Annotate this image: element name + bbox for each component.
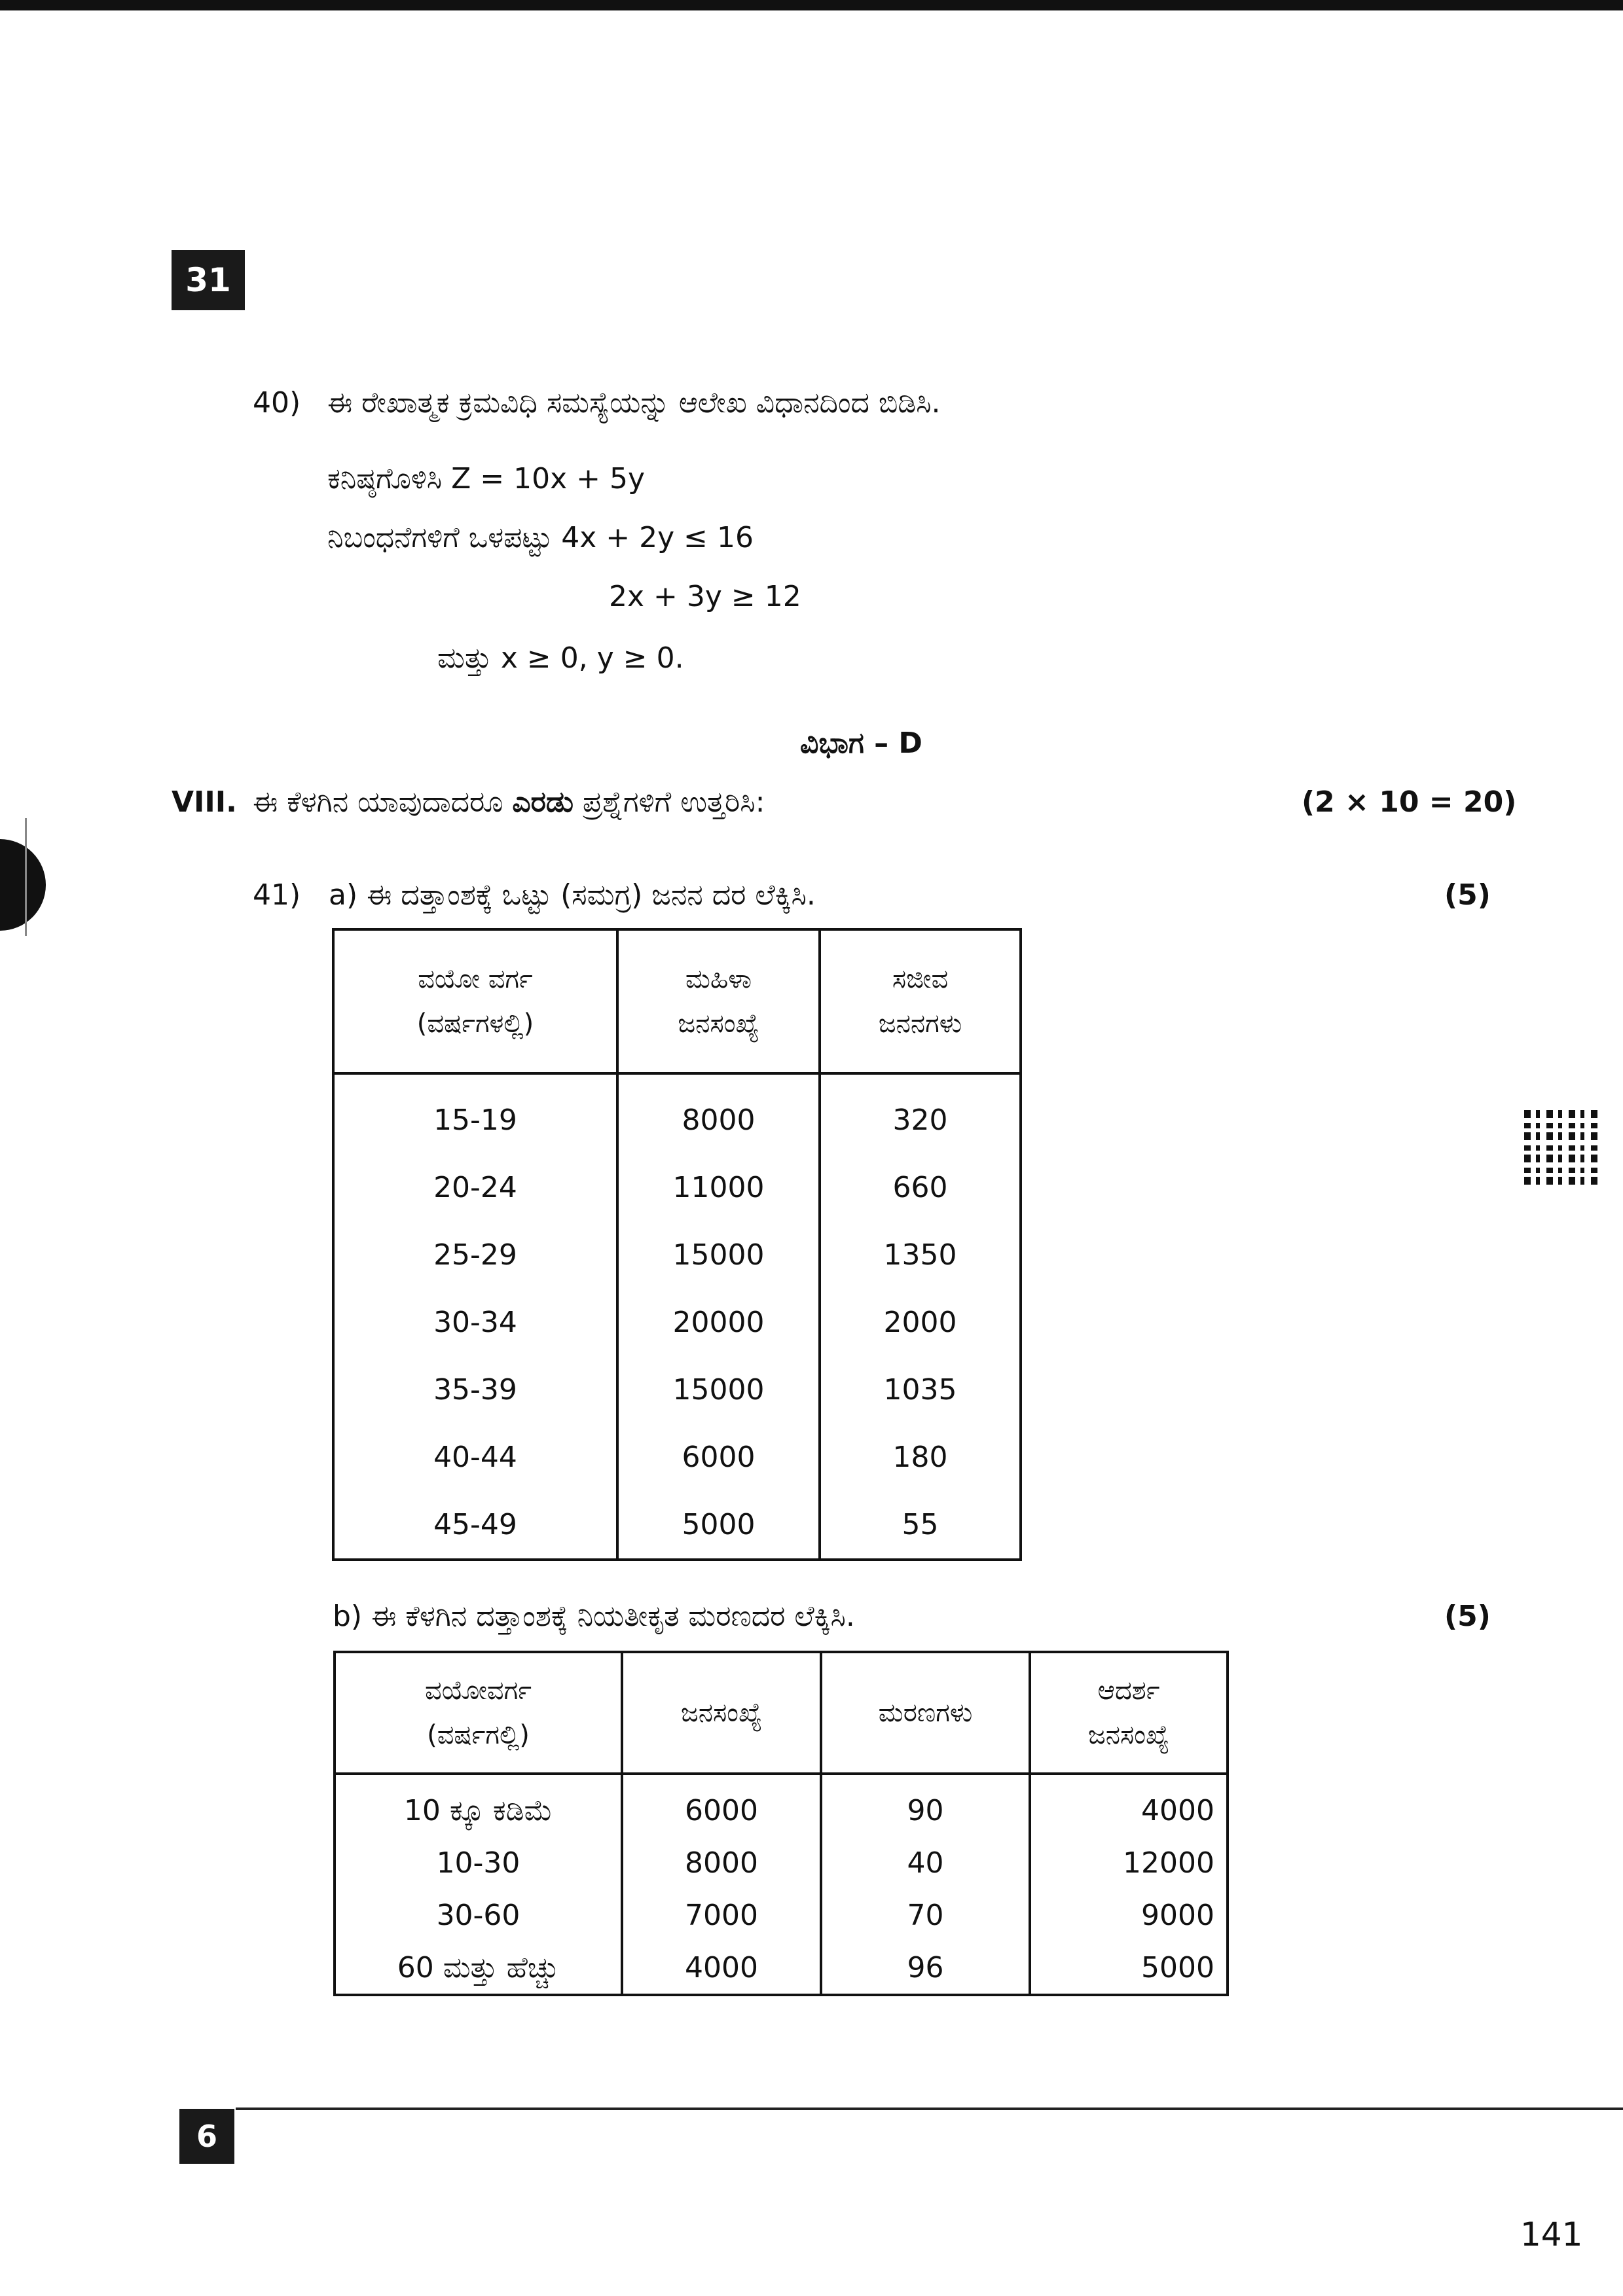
table-row: 10-30 8000 40 12000 — [335, 1837, 1228, 1889]
margin-line — [25, 818, 27, 936]
table-row: 35-39 15000 1035 — [333, 1356, 1021, 1424]
section-number-badge: 31 — [172, 250, 245, 310]
table-row: 60 ಮತ್ತು ಹೆಚ್ಚು 4000 96 5000 — [335, 1941, 1228, 1995]
footer-rule — [236, 2108, 1623, 2110]
table-row: 40-44 6000 180 — [333, 1424, 1021, 1491]
table-row: 15-19 8000 320 — [333, 1073, 1021, 1154]
q40-constraint-1: ನಿಬಂಧನೆಗಳಿಗೆ ಒಳಪಟ್ಟು 4x + 2y ≤ 16 — [327, 521, 754, 554]
q41a-text: a) ಈ ದತ್ತಾಂಶಕ್ಕೆ ಒಟ್ಟು (ಸಮಗ್ರ) ಜನನ ದರ ಲೆಕ್ಕಿಸಿ. — [329, 878, 816, 912]
header-age-group: ವಯೋವರ್ಗ (ವರ್ಷಗಲ್ಲಿ) — [335, 1652, 622, 1774]
table-row: 10 ಕ್ಕೂ ಕಡಿಮೆ 6000 90 4000 — [335, 1774, 1228, 1837]
instruction-number: VIII. — [172, 785, 237, 819]
header-standard-population: ಆದರ್ಶ ಜನಸಂಖ್ಯೆ — [1030, 1652, 1228, 1774]
qr-code-icon — [1524, 1107, 1601, 1185]
table-row: 30-34 20000 2000 — [333, 1289, 1021, 1356]
q40-constraint-2: 2x + 3y ≥ 12 — [609, 580, 801, 613]
header-female-population: ಮಹಿಳಾ ಜನಸಂಖ್ಯೆ — [617, 929, 820, 1073]
chapter-badge: 6 — [179, 2109, 234, 2164]
q41-number: 41) — [253, 878, 301, 912]
page-number: 141 — [1520, 2215, 1583, 2253]
q40-constraint-3: ಮತ್ತು x ≥ 0, y ≥ 0. — [437, 641, 684, 675]
q41b-text: b) ಈ ಕೆಳಗಿನ ದತ್ತಾಂಶಕ್ಕೆ ನಿಯತೀಕೃತ ಮರಣದರ ಲೆಕ್ಕಿಸಿ. — [333, 1600, 855, 1633]
table-row: 45-49 5000 55 — [333, 1491, 1021, 1560]
registration-mark — [0, 839, 46, 931]
header-deaths: ಮರಣಗಳು — [821, 1652, 1030, 1774]
instruction-text: ಈ ಕೆಳಗಿನ ಯಾವುದಾದರೂ ಎರಡು ಪ್ರಶ್ನೆಗಳಿಗೆ ಉತ್ತರಿಸಿ: — [253, 785, 765, 819]
header-population: ಜನಸಂಖ್ಯೆ — [622, 1652, 821, 1774]
instruction-marks: (2 × 10 = 20) — [1302, 785, 1517, 819]
section-title: ವಿಭಾಗ – D — [800, 726, 922, 760]
death-rate-table — [333, 1651, 1229, 1996]
header-age-group: ವಯೋ ವರ್ಗ (ವರ್ಷಗಳಲ್ಲಿ) — [333, 929, 617, 1073]
table-row: 20-24 11000 660 — [333, 1154, 1021, 1221]
q40-prompt: ಈ ರೇಖಾತ್ಮಕ ಕ್ರಮವಿಧಿ ಸಮಸ್ಯೆಯನ್ನು ಆಲೇಖ ವಿಧಾನದಿಂದ ಬಿಡಿಸಿ. — [327, 386, 941, 420]
q41b-marks: (5) — [1444, 1600, 1491, 1633]
q41a-marks: (5) — [1444, 878, 1491, 912]
header-live-births: ಸಜೀವ ಜನನಗಳು — [820, 929, 1021, 1073]
q40-number: 40) — [253, 386, 301, 420]
q40-objective: ಕನಿಷ್ಠಗೊಳಿಸಿ Z = 10x + 5y — [327, 462, 646, 495]
birth-rate-table — [332, 928, 1022, 1561]
table-row: 25-29 15000 1350 — [333, 1221, 1021, 1289]
top-border — [0, 0, 1623, 10]
table-row: 30-60 7000 70 9000 — [335, 1889, 1228, 1941]
